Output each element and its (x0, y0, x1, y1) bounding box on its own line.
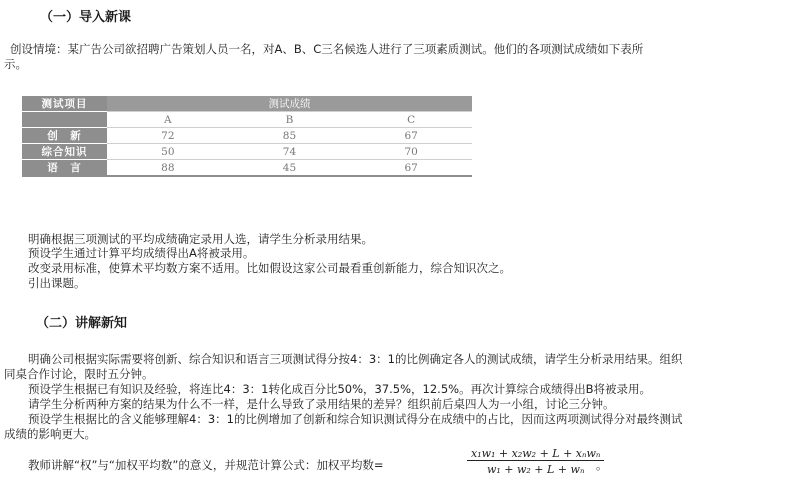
formula-prefix: 教师讲解“权”与“加权平均数”的意义，并规范计算公式：加权平均数= (28, 458, 384, 472)
section2-line-4: 请学生分析两种方案的结果为什么不一样，是什么导致了录用结果的差异？组织前后桌四人为一小组，讨论三分钟。 (28, 397, 615, 411)
table-cell: 85 (229, 128, 351, 144)
weighted-mean-formula (467, 447, 604, 476)
formula-numerator: x₁w₁ + x₂w₂ + L + xₙwₙ (467, 447, 604, 461)
table-cell: 67 (350, 128, 472, 144)
section-heading-2: （二）讲解新知 (36, 316, 128, 331)
table-cell: 88 (107, 160, 229, 177)
table-row (22, 144, 472, 160)
table-cell: 50 (107, 144, 229, 160)
column-header-c: C (350, 112, 472, 128)
section2-line-3: 预设学生根据已有知识及经验，将连比4：3：1转化成百分比50%，37.5%，12.5%。再次计算综合成绩得出B将被录用。 (28, 382, 651, 396)
column-header-b: B (229, 112, 351, 128)
section2-line-5: 预设学生根据比的含义能够理解4：3：1的比例增加了创新和综合知识测试得分在成绩中的占比，因而这两项测试得分对最终测试 (28, 412, 683, 426)
table-cell: 45 (229, 160, 351, 177)
row-label-innovation: 创 新 (22, 128, 107, 144)
row-label-knowledge: 综合知识 (22, 144, 107, 160)
section2-line-2: 同桌合作讨论，限时五分钟。 (4, 367, 154, 381)
table-corner: 测试项目 (22, 96, 107, 112)
section-heading-1: （一）导入新课 (40, 10, 132, 25)
section1-line-1: 明确根据三项测试的平均成绩确定录用人选，请学生分析录用结果。 (28, 232, 373, 246)
table-cell: 72 (107, 128, 229, 144)
intro-line-1: 创设情境：某广告公司欲招聘广告策划人员一名，对A、B、C三名候选人进行了三项素质测试。他们的各项测试成绩如下表所 (10, 42, 644, 56)
section2-line-6: 成绩的影响更大。 (4, 427, 96, 441)
table-corner-blank (22, 112, 107, 128)
row-label-language: 语 言 (22, 160, 107, 177)
formula-denominator: w₁ + w₂ + L + wₙ (486, 463, 585, 476)
section1-line-3: 改变录用标准，使算术平均数方案不适用。比如假设这家公司最看重创新能力，综合知识次之。 (28, 261, 511, 275)
section2-line-1: 明确公司根据实际需要将创新、综合知识和语言三项测试得分按4：3：1的比例确定各人的测试成绩，请学生分析录用结果。组织 (28, 352, 683, 366)
formula-suffix: 。 (596, 458, 608, 472)
table-row (22, 128, 472, 144)
section1-line-2: 预设学生通过计算平均成绩得出A将被录用。 (28, 246, 255, 260)
intro-line-2: 示。 (4, 57, 27, 71)
table-cell: 67 (350, 160, 472, 177)
column-header-a: A (107, 112, 229, 128)
table-cell: 74 (229, 144, 351, 160)
section1-line-4: 引出课题。 (28, 276, 86, 290)
table-group-header: 测试成绩 (107, 96, 472, 112)
table-row (22, 160, 472, 177)
table-cell: 70 (350, 144, 472, 160)
score-table (22, 96, 472, 177)
